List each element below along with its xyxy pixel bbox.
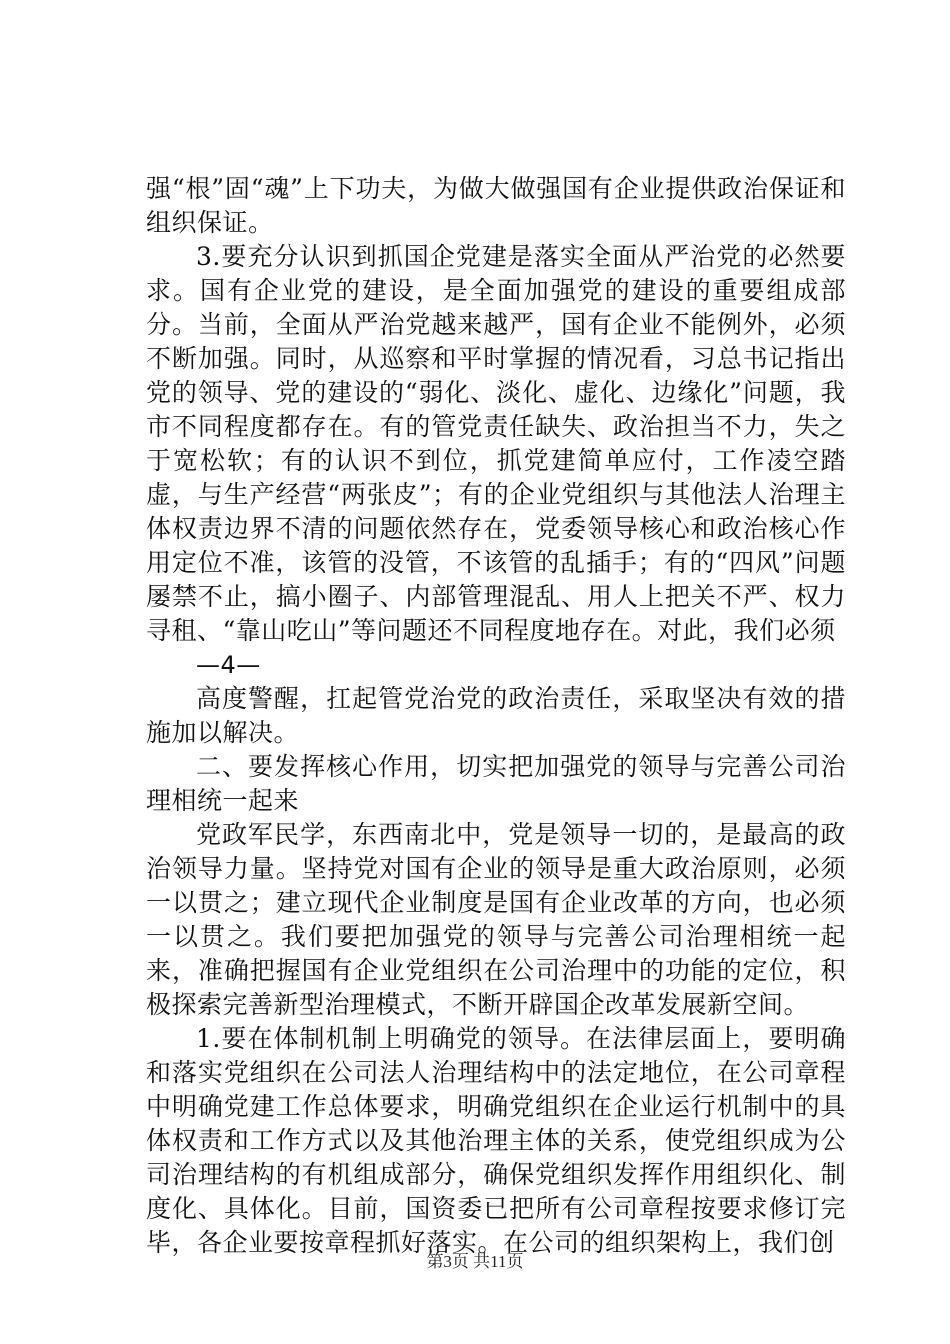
paragraph-continuation: 强“根”固“魂”上下功夫，为做大做强国有企业提供政治保证和组织保证。: [146, 174, 846, 237]
document-body: [146, 172, 846, 1260]
paragraph-point-3: 3.要充分认识到抓国企党建是落实全面从严治党的必然要求。国有企业党的建设，是全面加强党的建设的重要组成部分。当前，全面从严治党越来越严，国有企业不能例外，必须不断加强。同时，从巡察和平时掌握的情况看，习总书记指出党的领导、党的建设的“弱化、淡化、虚化、边缘化”问题，我市不同程度都存在。有的管党责任缺失、政治担当不力，失之于宽松软；有的认识不到位，抓党建简单应付，工作凌空踏虚，与生产经营“两张皮”；有的企业党组织与其他法人治理主体权责边界不清的问题依然存在，党委领导核心和政治核心作用定位不准，该管的没管，不该管的乱插手；有的“四风”问题屡禁不止，搞小圈子、内部管理混乱、用人上把关不严、权力寻租、“靠山吃山”等问题还不同程度地存在。对此，我们必须: [146, 242, 846, 645]
paragraph-resolve: 高度警醒，扛起管党治党的政治责任，采取坚决有效的措施加以解决。: [146, 684, 846, 747]
paragraph-point-1: 1.要在体制机制上明确党的领导。在法律层面上，要明确和落实党组织在公司法人治理结构中的法定地位，在公司章程中明确党建工作总体要求，明确党组织在企业运行机制中的具体权责和工作方式以及其他治理主体的关系，使党组织成为公司治理结构的有机组成部分，确保党组织发挥作用组织化、制度化、具体化。目前，国资委已把所有公司章程按要求修订完毕，各企业要按章程抓好落实。在公司的组织架构上，我们创: [146, 1024, 846, 1257]
paragraph-party-leadership: 党政军民学，东西南北中，党是领导一切的，是最高的政治领导力量。坚持党对国有企业的领导是重大政治原则，必须一以贯之；建立现代企业制度是国有企业改革的方向，也必须一以贯之。我们要把加强党的领导与完善公司治理相统一起来，准确把握国有企业党组织在公司治理中的功能的定位，积极探索完善新型治理模式，不断开辟国企改革发展新空间。: [146, 820, 846, 1019]
page-footer: 第3页 共11页: [426, 1252, 524, 1271]
section-heading-2: 二、要发挥核心作用，切实把加强党的领导与完善公司治理相统一起来: [146, 752, 846, 815]
inner-page-marker: —4—: [196, 651, 261, 679]
